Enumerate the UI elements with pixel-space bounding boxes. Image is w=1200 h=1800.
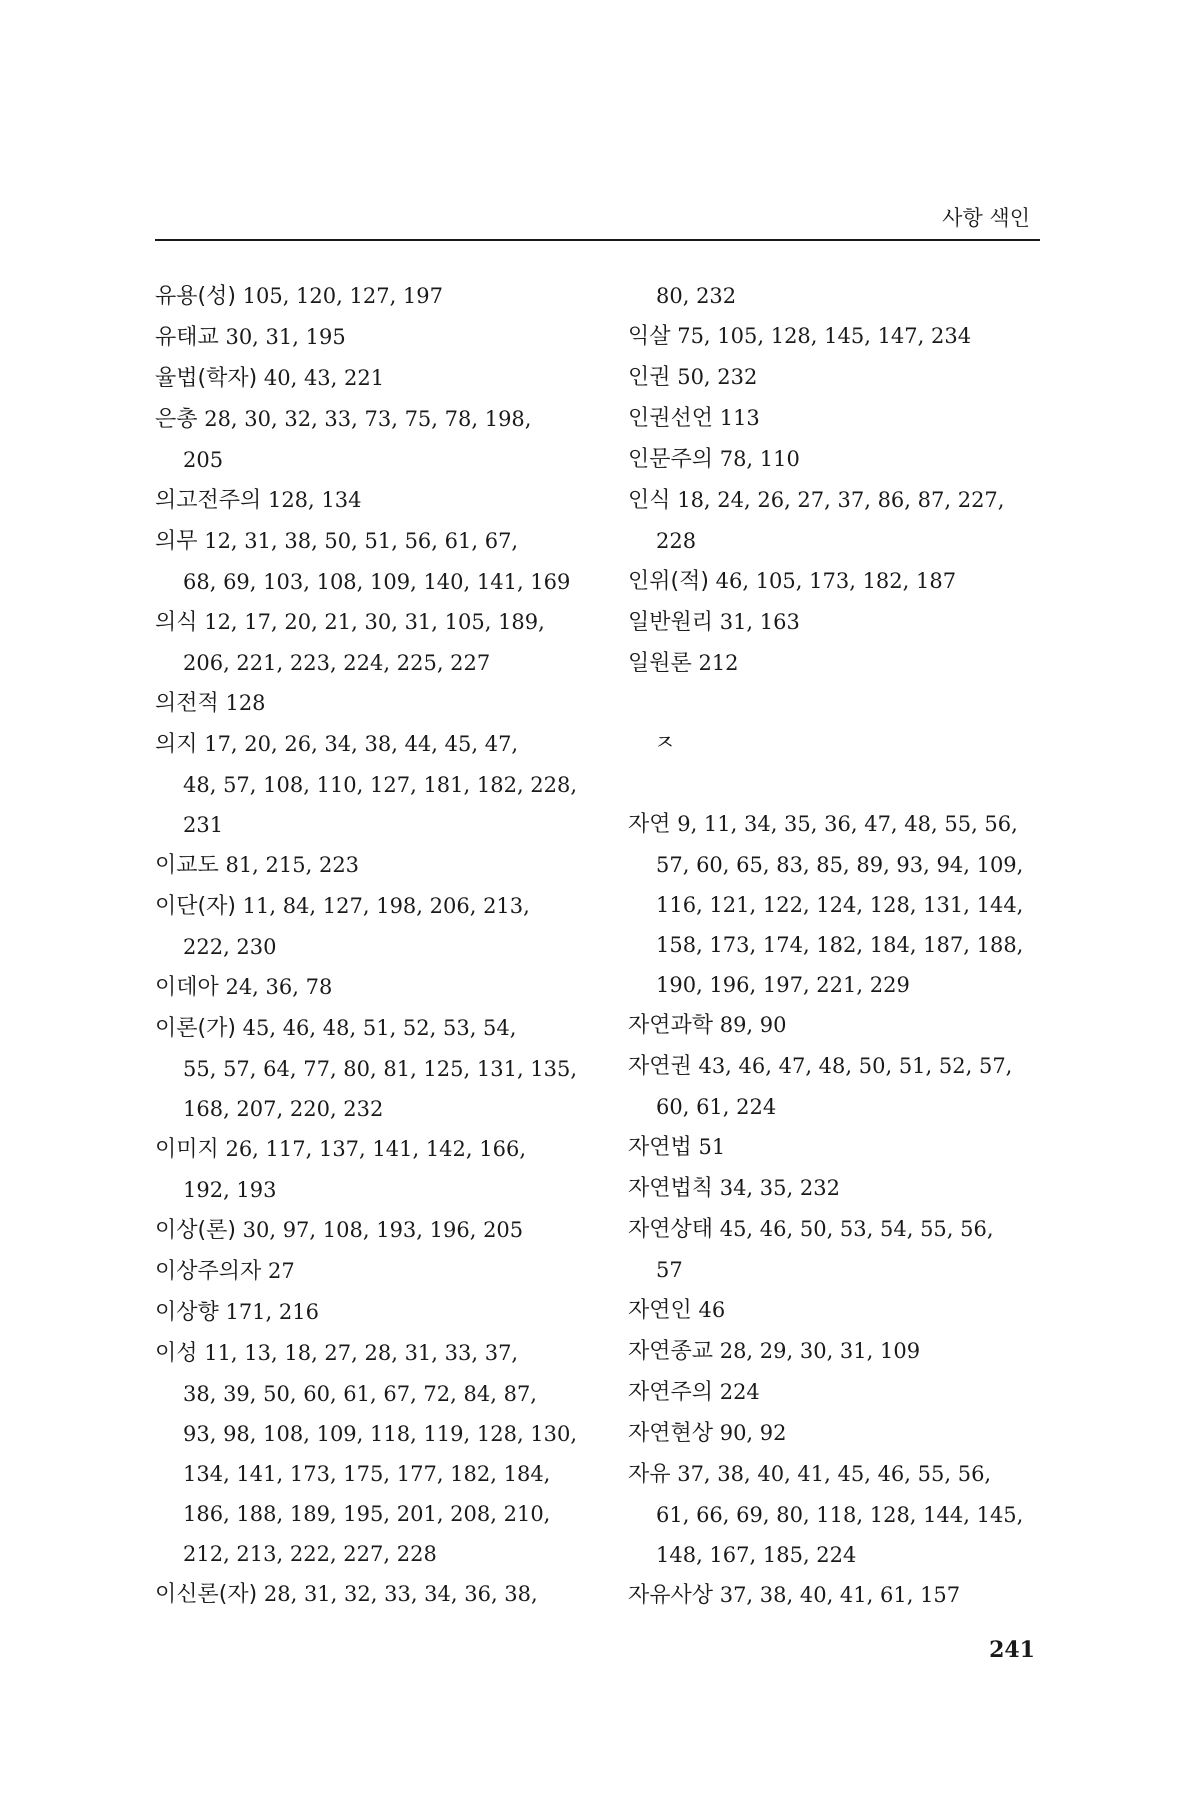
index-term: 이미지 <box>155 1137 219 1162</box>
index-pages-continued: 231 <box>183 813 224 837</box>
index-pages-continued: 55, 57, 64, 77, 80, 81, 125, 131, 135, <box>183 1057 578 1081</box>
index-pages: 46, 105, 173, 182, 187 <box>715 569 957 593</box>
index-term: 자연종교 <box>628 1339 714 1364</box>
header-rule <box>155 239 1040 241</box>
index-pages: 26, 117, 137, 141, 142, 166, <box>225 1137 527 1161</box>
index-entry <box>155 845 595 886</box>
index-entry <box>628 1005 1068 1046</box>
index-term: 이성 <box>155 1341 198 1366</box>
index-pages: 9, 11, 34, 35, 36, 47, 48, 55, 56, <box>677 812 1018 836</box>
index-term: 이론(가) <box>155 1016 236 1041</box>
index-pages: 31, 163 <box>719 610 800 634</box>
index-pages: 224 <box>719 1380 760 1404</box>
index-pages: 171, 216 <box>225 1300 319 1324</box>
index-term: 인식 <box>628 488 671 513</box>
index-pages-continued: 190, 196, 197, 221, 229 <box>656 973 910 997</box>
index-pages-continued: 38, 39, 50, 60, 61, 67, 72, 84, 87, <box>183 1382 537 1406</box>
index-pages: 40, 43, 221 <box>263 366 385 390</box>
right-entries-bottom <box>628 804 1068 1616</box>
index-pages: 30, 31, 195 <box>225 325 346 349</box>
index-pages: 75, 105, 128, 145, 147, 234 <box>677 324 972 348</box>
index-entry <box>628 561 1068 602</box>
index-entry <box>628 804 1068 845</box>
index-pages: 128, 134 <box>267 488 362 512</box>
index-entry <box>628 1290 1068 1331</box>
index-entry <box>628 316 1068 357</box>
index-entry <box>155 317 595 358</box>
index-entry <box>155 1008 595 1049</box>
index-pages: 17, 20, 26, 34, 38, 44, 45, 47, <box>204 732 519 756</box>
index-pages: 11, 84, 127, 198, 206, 213, <box>242 894 530 918</box>
index-term: 익살 <box>628 324 671 349</box>
index-entry <box>628 1413 1068 1454</box>
index-entry <box>628 480 1068 521</box>
index-pages: 27 <box>267 1259 295 1283</box>
index-entry <box>155 1251 595 1292</box>
index-entry <box>628 602 1068 643</box>
index-entry <box>155 724 595 765</box>
index-term: 자연법칙 <box>628 1176 714 1201</box>
index-pages: 46 <box>698 1298 726 1322</box>
index-term: 자유사상 <box>628 1583 714 1608</box>
index-pages: 12, 17, 20, 21, 30, 31, 105, 189, <box>204 610 545 634</box>
index-term: 율법(학자) <box>155 366 258 391</box>
index-term: 일반원리 <box>628 610 714 635</box>
index-pages: 105, 120, 127, 197 <box>242 284 444 308</box>
index-pages-continued: 186, 188, 189, 195, 201, 208, 210, <box>183 1502 551 1526</box>
index-entry <box>155 886 595 927</box>
index-pages: 30, 97, 108, 193, 196, 205 <box>242 1218 524 1242</box>
index-pages-continued: 222, 230 <box>183 935 277 959</box>
index-term: 자연상태 <box>628 1217 714 1242</box>
index-pages: 90, 92 <box>719 1421 787 1445</box>
index-pages-continued: 148, 167, 185, 224 <box>656 1543 857 1567</box>
index-entry <box>155 276 595 317</box>
index-term: 의전적 <box>155 691 219 716</box>
index-pages: 28, 29, 30, 31, 109 <box>719 1339 921 1363</box>
index-pages: 89, 90 <box>719 1013 787 1037</box>
index-entry <box>628 1209 1068 1250</box>
index-term: 자연과학 <box>628 1013 714 1038</box>
index-term: 자연현상 <box>628 1421 714 1446</box>
index-pages-continued: 60, 61, 224 <box>656 1095 777 1119</box>
index-entry <box>155 521 595 562</box>
index-pages: 212 <box>698 651 739 675</box>
index-pages: 37, 38, 40, 41, 61, 157 <box>719 1583 961 1607</box>
index-entry <box>628 1046 1068 1087</box>
index-pages-continued: 206, 221, 223, 224, 225, 227 <box>183 651 491 675</box>
index-entry <box>628 1575 1068 1616</box>
index-entry <box>628 357 1068 398</box>
index-term: 인권 <box>628 365 671 390</box>
index-pages: 81, 215, 223 <box>225 853 360 877</box>
index-pages: 18, 24, 26, 27, 37, 86, 87, 227, <box>677 488 1005 512</box>
index-term: 이상(론) <box>155 1218 236 1243</box>
index-pages: 43, 46, 47, 48, 50, 51, 52, 57, <box>698 1054 1013 1078</box>
index-term: 의무 <box>155 529 198 554</box>
index-entry <box>155 1292 595 1333</box>
index-term: 이신론(자) <box>155 1582 258 1607</box>
index-term: 자유 <box>628 1462 671 1487</box>
index-pages: 11, 13, 18, 27, 28, 31, 33, 37, <box>204 1341 519 1365</box>
index-entry <box>155 602 595 643</box>
index-pages: 50, 232 <box>677 365 758 389</box>
index-pages-continued: 192, 193 <box>183 1178 277 1202</box>
index-entry <box>628 1127 1068 1168</box>
index-entry <box>155 1574 595 1615</box>
index-entry <box>155 480 595 521</box>
index-term: 이데아 <box>155 975 219 1000</box>
index-term: 자연인 <box>628 1298 692 1323</box>
index-entry <box>155 1210 595 1251</box>
index-term: 유태교 <box>155 325 219 350</box>
index-term: 의지 <box>155 732 198 757</box>
index-column-right <box>628 276 1068 1616</box>
index-pages-continued: 228 <box>656 529 697 553</box>
index-entry <box>155 358 595 399</box>
index-term: 인위(적) <box>628 569 709 594</box>
index-term: 자연 <box>628 812 671 837</box>
index-term: 이교도 <box>155 853 219 878</box>
index-term: 이상향 <box>155 1300 219 1325</box>
index-pages-continued: 57 <box>656 1258 683 1282</box>
section-letter: ㅈ <box>654 731 676 756</box>
index-entry <box>628 1454 1068 1495</box>
index-pages: 128 <box>225 691 266 715</box>
index-entry <box>155 399 595 440</box>
index-pages: 78, 110 <box>719 447 800 471</box>
index-pages-continued: 212, 213, 222, 227, 228 <box>183 1542 437 1566</box>
index-entry <box>628 398 1068 439</box>
index-pages: 45, 46, 50, 53, 54, 55, 56, <box>719 1217 994 1241</box>
index-pages: 45, 46, 48, 51, 52, 53, 54, <box>242 1016 517 1040</box>
index-pages-continued: 116, 121, 122, 124, 128, 131, 144, <box>656 893 1024 917</box>
index-pages-continued: 158, 173, 174, 182, 184, 187, 188, <box>656 933 1024 957</box>
right-entries-top <box>628 316 1068 684</box>
index-term: 인권선언 <box>628 406 714 431</box>
index-column-left <box>155 276 595 1615</box>
index-term: 자연권 <box>628 1054 692 1079</box>
index-pages: 28, 31, 32, 33, 34, 36, 38, <box>263 1582 538 1606</box>
index-term: 의고전주의 <box>155 488 262 513</box>
index-term: 자연주의 <box>628 1380 714 1405</box>
index-pages-continued: 134, 141, 173, 175, 177, 182, 184, <box>183 1462 551 1486</box>
index-pages: 28, 30, 32, 33, 73, 75, 78, 198, <box>204 407 532 431</box>
index-entry <box>628 1168 1068 1209</box>
index-pages-continued: 61, 66, 69, 80, 118, 128, 144, 145, <box>656 1503 1024 1527</box>
index-pages: 37, 38, 40, 41, 45, 46, 55, 56, <box>677 1462 992 1486</box>
index-entry <box>155 1129 595 1170</box>
page-number: 241 <box>989 1637 1035 1663</box>
index-entry <box>155 683 595 724</box>
index-term: 일원론 <box>628 651 692 676</box>
index-pages-continued: 93, 98, 108, 109, 118, 119, 128, 130, <box>183 1422 578 1446</box>
index-pages-continued: 205 <box>183 448 224 472</box>
index-pages: 12, 31, 38, 50, 51, 56, 61, 67, <box>204 529 519 553</box>
index-pages: 34, 35, 232 <box>719 1176 840 1200</box>
running-title: 사항 색인 <box>942 206 1030 230</box>
index-pages-continued: 168, 207, 220, 232 <box>183 1097 384 1121</box>
index-term: 의식 <box>155 610 198 635</box>
index-entry <box>628 643 1068 684</box>
index-term: 은총 <box>155 407 198 432</box>
index-term: 이단(자) <box>155 894 236 919</box>
index-term: 자연법 <box>628 1135 692 1160</box>
index-pages-continued: 57, 60, 65, 83, 85, 89, 93, 94, 109, <box>656 853 1024 877</box>
index-term: 유용(성) <box>155 284 236 309</box>
index-pages: 24, 36, 78 <box>225 975 333 999</box>
index-pages: 113 <box>719 406 760 430</box>
index-term: 이상주의자 <box>155 1259 262 1284</box>
index-entry <box>628 1331 1068 1372</box>
index-entry <box>155 1333 595 1374</box>
index-pages: 51 <box>698 1135 726 1159</box>
carry-over-pages: 80, 232 <box>656 284 737 308</box>
index-pages-continued: 48, 57, 108, 110, 127, 181, 182, 228, <box>183 773 578 797</box>
index-entry <box>628 439 1068 480</box>
index-entry <box>155 967 595 1008</box>
index-pages-continued: 68, 69, 103, 108, 109, 140, 141, 169 <box>183 570 571 594</box>
index-term: 인문주의 <box>628 447 714 472</box>
index-entry <box>628 1372 1068 1413</box>
